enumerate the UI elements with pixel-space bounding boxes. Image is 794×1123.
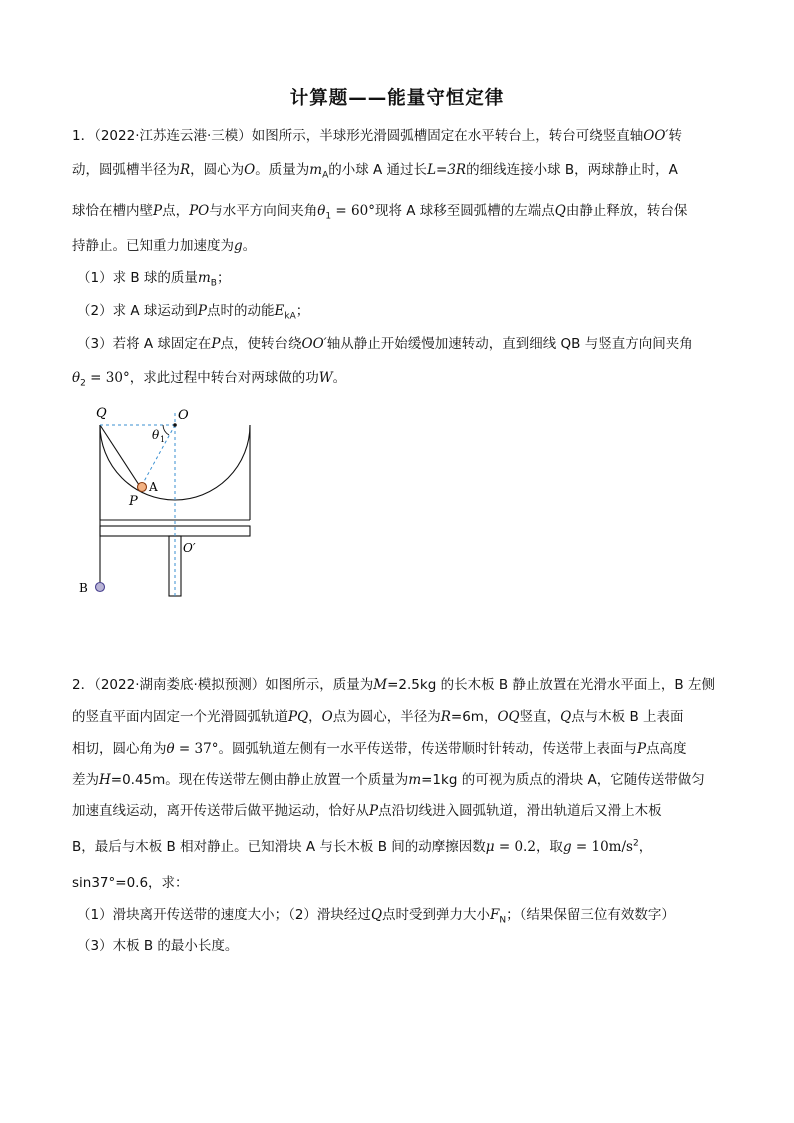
label-theta: θ — [152, 428, 160, 442]
problem-1-question-3-cont: $\theta_2 = 30^\circ$，求此过程中转台对两球做的功W。 — [72, 370, 347, 389]
problem-2-line-4: 差为H=0.45m。现在传送带左侧由静止放置一个质量为m=1kg 的可视为质点的滑块 A，它随传送带做匀 — [72, 772, 705, 788]
label-o: O — [178, 408, 189, 423]
label-o-prime: O′ — [183, 541, 196, 555]
label-q: Q — [96, 406, 107, 421]
problem-1-question-3: （3）若将 A 球固定在P点，使转台绕OO′轴从静止开始缓慢加速转动，直到细线 QB 与竖直方向间夹角 — [77, 336, 693, 352]
problem-2-questions-1-2: （1）滑块离开传送带的速度大小；（2）滑块经过Q点时受到弹力大小$F_N$；（结果保留三位有效数字） — [77, 907, 675, 926]
label-p: P — [129, 494, 138, 509]
problem-2-question-3: （3）木板 B 的最小长度。 — [77, 938, 239, 954]
problem-2-line-2: 的竖直平面内固定一个光滑圆弧轨道PQ，O点为圆心，半径为R=6m，OQ竖直，Q点与木板 B 上表面 — [72, 709, 684, 725]
label-theta-sub: 1 — [160, 435, 166, 444]
problem-1-question-2: （2）求 A 球运动到P点时的动能$E_{kA}$； — [77, 303, 310, 322]
problem-2-line-5: 加速直线运动，离开传送带后做平抛运动，恰好从P点沿切线进入圆弧轨道，滑出轨道后又滑上木板 — [72, 803, 662, 819]
problem-2-line-7: sin37°=0.6，求： — [72, 875, 189, 891]
label-b: B — [79, 581, 88, 595]
hemisphere-turntable-figure — [70, 395, 270, 605]
label-a: A — [149, 480, 158, 494]
problem-1-question-1: （1）求 B 球的质量$m_B$； — [77, 270, 231, 289]
problem-1-line-2: 动，圆弧槽半径为R，圆心为O。质量为$m_A$的小球 A 通过长L=3R的细线连接小球 B，两球静止时，A — [72, 162, 678, 181]
page-title: 计算题——能量守恒定律 — [289, 88, 505, 109]
problem-1-line-3: 球恰在槽内壁P点，PO与水平方向间夹角$\theta_1 = 60^\circ$现将 A 球移至圆弧槽的左端点Q由静止释放，转台保 — [72, 203, 688, 222]
problem-1-line-1: 1．（2022·江苏连云港·三模）如图所示，半球形光滑圆弧槽固定在水平转台上，转台可绕竖直轴OO′转 — [72, 128, 682, 144]
problem-2-line-6: B，最后与木板 B 相对静止。已知滑块 A 与长木板 B 间的动摩擦因数μ = 0.2，取$g = 10m/s^2$， — [72, 838, 653, 855]
problem-2-line-3: 相切，圆心角为θ = 37°。圆弧轨道左侧有一水平传送带，传送带顺时针转动，传送带上表面与P点高度 — [72, 741, 687, 757]
problem-1-line-4: 持静止。已知重力加速度为g。 — [72, 238, 257, 254]
problem-2-line-1: 2．（2022·湖南娄底·模拟预测）如图所示，质量为M=2.5kg 的长木板 B 静止放置在光滑水平面上，B 左侧 — [72, 677, 715, 693]
